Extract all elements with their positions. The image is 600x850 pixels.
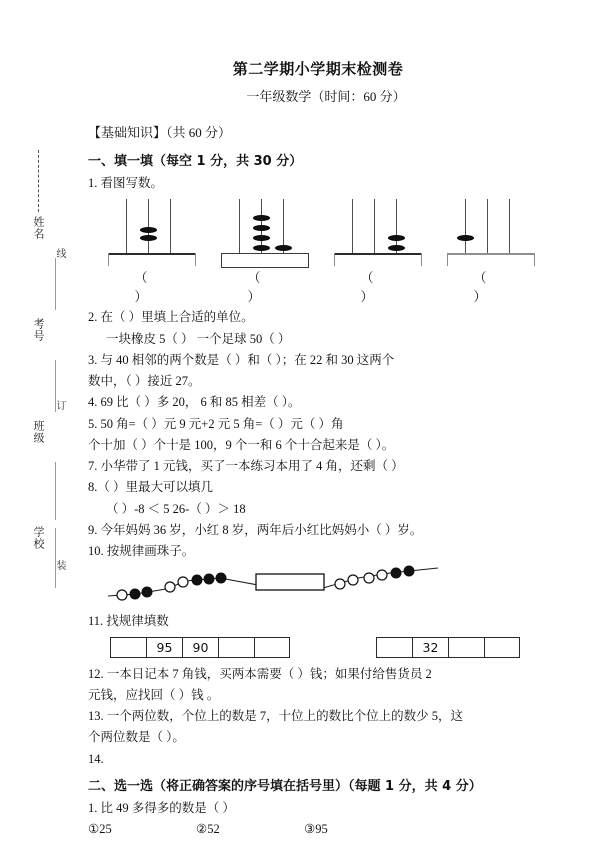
abacus-rod — [487, 199, 488, 255]
exam-number-label: 考号 — [32, 318, 45, 342]
abacus-base-box — [221, 253, 309, 268]
abacus-bead — [275, 245, 292, 251]
bead-white — [117, 590, 127, 600]
abacus-frame-side — [421, 253, 422, 266]
abacus-bead — [253, 235, 270, 241]
margin-rule-3 — [55, 462, 56, 520]
bead-black — [404, 566, 414, 576]
question-14: 14. — [88, 751, 104, 766]
question-5-line-1[interactable]: 5. 50 角=（ ）元 9 元+2 元 5 角=（ ）元（ ）角 — [88, 416, 344, 431]
section-one-heading: 一、填一填（每空 1 分，共 30 分） — [88, 154, 303, 169]
question-2-line-1: 2. 在（ ）里填上合适的单位。 — [88, 310, 254, 325]
bead-black — [204, 574, 214, 584]
number-cell[interactable] — [448, 637, 484, 658]
school-label: 学校 — [32, 526, 45, 550]
abacus-beam — [447, 253, 535, 254]
question-8-line-2[interactable]: （ ）-8 ＜ 5 26-（ ）＞ 18 — [106, 501, 246, 516]
abacus-bead — [253, 215, 270, 221]
question-11-prompt: 11. 找规律填数 — [88, 614, 169, 629]
bead-black — [391, 568, 401, 578]
abacus-frame-side — [195, 253, 196, 266]
abacus-rod — [509, 199, 510, 255]
abacus-bead — [140, 235, 157, 241]
answer-parens[interactable]: （ ） — [473, 270, 521, 305]
bead-black — [142, 587, 152, 597]
answer-parens[interactable]: （ ） — [360, 270, 408, 305]
number-cell[interactable] — [110, 637, 146, 658]
name-label: 姓名 — [32, 216, 45, 240]
abacus-rod — [170, 199, 171, 255]
abacus-bead — [253, 245, 270, 251]
bead-pattern-figure — [108, 565, 438, 609]
margin-rule-4 — [55, 528, 56, 588]
fold-word-pack: 装 — [54, 560, 65, 570]
choice-option-1[interactable]: ①25 — [88, 822, 112, 836]
bead-black — [130, 589, 140, 599]
abacus-bead — [388, 235, 405, 241]
abacus-frame-side — [334, 253, 335, 266]
abacus-bead — [457, 235, 474, 241]
margin-dashed-line-1 — [38, 150, 39, 212]
question-3-line-2[interactable]: 数中，（ ）接近 27。 — [88, 374, 201, 388]
fold-word-line: 线 — [54, 248, 65, 258]
question-2-line-2[interactable]: 一块橡皮 5（ ） 一个足球 50（ ） — [106, 331, 291, 346]
section-two-question-1[interactable]: 1. 比 49 多得多的数是（ ） — [88, 800, 235, 815]
abacus-1 — [104, 199, 200, 305]
abacus-rod — [239, 199, 240, 255]
question-12-line-2[interactable]: 元钱，应找回（ ）钱 。 — [88, 687, 220, 702]
abacus-rod — [465, 199, 466, 255]
class-label: 班级 — [32, 420, 45, 444]
margin-rule-1 — [55, 258, 56, 310]
number-cell[interactable] — [376, 637, 412, 658]
answer-parens[interactable]: （ ） — [134, 270, 182, 305]
abacus-3 — [330, 199, 426, 305]
abacus-4 — [443, 199, 539, 305]
question-5-line-2[interactable]: 个十加（ ）个十是 100，9 个一和 6 个十合起来是（ ）。 — [88, 437, 395, 452]
page-title: 第二学期小学期末检测卷 — [232, 60, 404, 78]
number-table-left — [110, 637, 290, 658]
abacus-bead — [388, 245, 405, 251]
number-pattern-tables — [110, 637, 586, 658]
question-10-prompt: 10. 按规律画珠子。 — [88, 544, 195, 558]
choice-row — [88, 821, 586, 837]
question-13-line-1: 13. 一个两位数，个位上的数是 7，十位上的数比个位上的数少 5，这 — [88, 709, 464, 723]
choice-option-3[interactable]: ③95 — [304, 822, 328, 836]
abacus-beam — [108, 253, 196, 255]
page-subtitle: 一年级数学（时间：60 分） — [246, 89, 406, 104]
abacus-2 — [217, 199, 313, 305]
abacus-rod — [374, 199, 375, 255]
question-3-line-1[interactable]: 3. 与 40 相邻的两个数是（ ）和（ ）；在 22 和 30 这两个 — [88, 352, 395, 367]
question-7[interactable]: 7. 小华带了 1 元钱，买了一本练习本用了 4 角，还剩（ ） — [88, 459, 404, 473]
number-cell[interactable]: 95 — [146, 637, 182, 658]
question-1-prompt: 1. 看图写数。 — [88, 176, 164, 190]
abacus-frame-side — [447, 253, 448, 266]
bead-white — [178, 577, 188, 587]
abacus-rod — [126, 199, 127, 255]
number-table-right — [376, 637, 520, 658]
bead-white — [165, 582, 175, 592]
binding-margin — [0, 0, 80, 850]
abacus-bead — [253, 225, 270, 231]
abacus-rod — [352, 199, 353, 255]
number-cell[interactable]: 90 — [182, 637, 218, 658]
question-8-line-1[interactable]: 8.（ ）里最大可以填几 — [88, 480, 214, 495]
bead-black — [192, 575, 202, 585]
number-cell[interactable] — [484, 637, 520, 658]
abacus-frame-side — [108, 253, 109, 266]
abacus-figure-row — [104, 199, 539, 305]
section-score-note: 【基础知识】（共 60 分） — [88, 125, 232, 140]
number-cell[interactable] — [218, 637, 254, 658]
missing-beads-box — [256, 574, 324, 590]
choice-option-2[interactable]: ②52 — [196, 822, 220, 836]
bead-black — [216, 573, 226, 583]
abacus-beam — [334, 253, 422, 255]
abacus-frame-side — [534, 253, 535, 266]
question-12-line-1[interactable]: 12. 一本日记本 7 角钱，买两本需要（ ）钱；如果付给售货员 2 — [88, 666, 432, 681]
question-9[interactable]: 9. 今年妈妈 36 岁，小红 8 岁，两年后小红比妈妈小（ ）岁。 — [88, 522, 423, 537]
answer-parens[interactable]: （ ） — [247, 270, 295, 305]
number-cell[interactable] — [254, 637, 290, 658]
question-13-line-2[interactable]: 个两位数是（ ）。 — [88, 730, 185, 745]
exam-paper-content — [86, 0, 586, 837]
bead-white — [348, 575, 358, 585]
bead-white — [364, 573, 374, 583]
bead-white — [377, 570, 387, 580]
section-two-heading: 二、选一选（将正确答案的序号填在括号里）（每题 1 分，共 4 分） — [88, 778, 482, 794]
question-4[interactable]: 4. 69 比（ ）多 20， 6 和 85 相差（ ）。 — [88, 395, 301, 410]
bead-white — [335, 579, 345, 589]
abacus-bead — [140, 227, 157, 233]
fold-word-bind: 订 — [54, 400, 65, 410]
number-cell[interactable]: 32 — [412, 637, 448, 658]
